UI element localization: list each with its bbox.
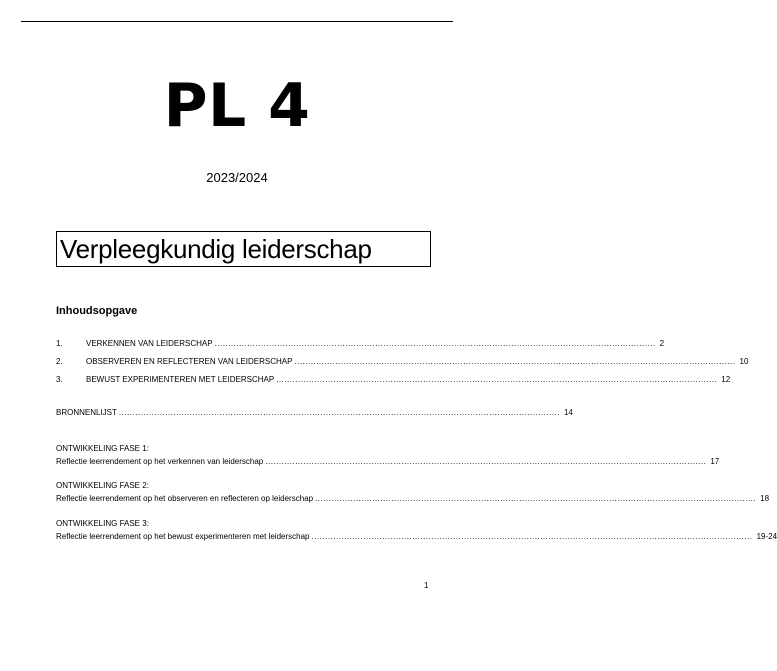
toc-entry-number: 2. (56, 357, 63, 366)
toc-leader-dots: .................................................................................................................................................................. (315, 494, 757, 503)
toc-entry-phase-2[interactable] (56, 493, 770, 505)
toc-entry-page: 19-24 (756, 532, 777, 541)
document-title: PL 4 (163, 71, 311, 141)
toc-entry-phase-1[interactable] (56, 456, 720, 468)
toc-entry-page: 10 (739, 357, 749, 366)
academic-year: 2023/2024 (206, 170, 268, 185)
page-number: 1 (424, 581, 429, 590)
toc-entry-page: 2 (659, 339, 665, 348)
top-horizontal-rule (21, 21, 453, 22)
toc-entry-label: BRONNENLIJST (56, 408, 117, 417)
toc-entry-page: 12 (721, 375, 731, 384)
toc-entry-label: BEWUST EXPERIMENTEREN MET LEIDERSCHAP (86, 375, 275, 384)
toc-entry-label: VERKENNEN VAN LEIDERSCHAP (86, 339, 213, 348)
toc-entry-number: 1. (56, 339, 63, 348)
toc-leader-dots: .................................................................................................................................................................. (214, 339, 656, 348)
phase-3-heading: ONTWIKKELING FASE 3: (56, 519, 149, 528)
toc-entry-number: 3. (56, 375, 63, 384)
toc-heading: Inhoudsopgave (56, 305, 138, 317)
toc-entry-page: 17 (710, 457, 720, 466)
toc-entry-page: 14 (563, 408, 573, 417)
toc-entry-page: 18 (760, 494, 770, 503)
toc-entry-phase-3[interactable] (56, 531, 777, 543)
toc-entry-label: Reflectie leerrendement op het verkennen van leiderschap (56, 457, 264, 466)
toc-leader-dots: .................................................................................................................................................................. (265, 457, 707, 466)
toc-entry-chapter-1[interactable] (56, 338, 665, 350)
toc-entry-sources[interactable] (56, 407, 573, 419)
toc-leader-dots: .................................................................................................................................................................. (294, 357, 736, 366)
toc-entry-chapter-2[interactable] (56, 356, 749, 368)
phase-1-heading: ONTWIKKELING FASE 1: (56, 444, 149, 453)
toc-entry-label: Reflectie leerrendement op het bewust experimenteren met leiderschap (56, 532, 310, 541)
toc-leader-dots: .................................................................................................................................................................. (311, 532, 753, 541)
toc-entry-label: Reflectie leerrendement op het observeren en reflecteren op leiderschap (56, 494, 314, 503)
phase-2-heading: ONTWIKKELING FASE 2: (56, 481, 149, 490)
toc-leader-dots: .................................................................................................................................................................. (276, 375, 718, 384)
toc-entry-label: OBSERVEREN EN REFLECTEREN VAN LEIDERSCHAP (86, 357, 293, 366)
toc-entry-chapter-3[interactable] (56, 374, 731, 386)
subject-title-box: Verpleegkundig leiderschap (56, 231, 431, 267)
toc-leader-dots: .................................................................................................................................................................. (118, 408, 560, 417)
